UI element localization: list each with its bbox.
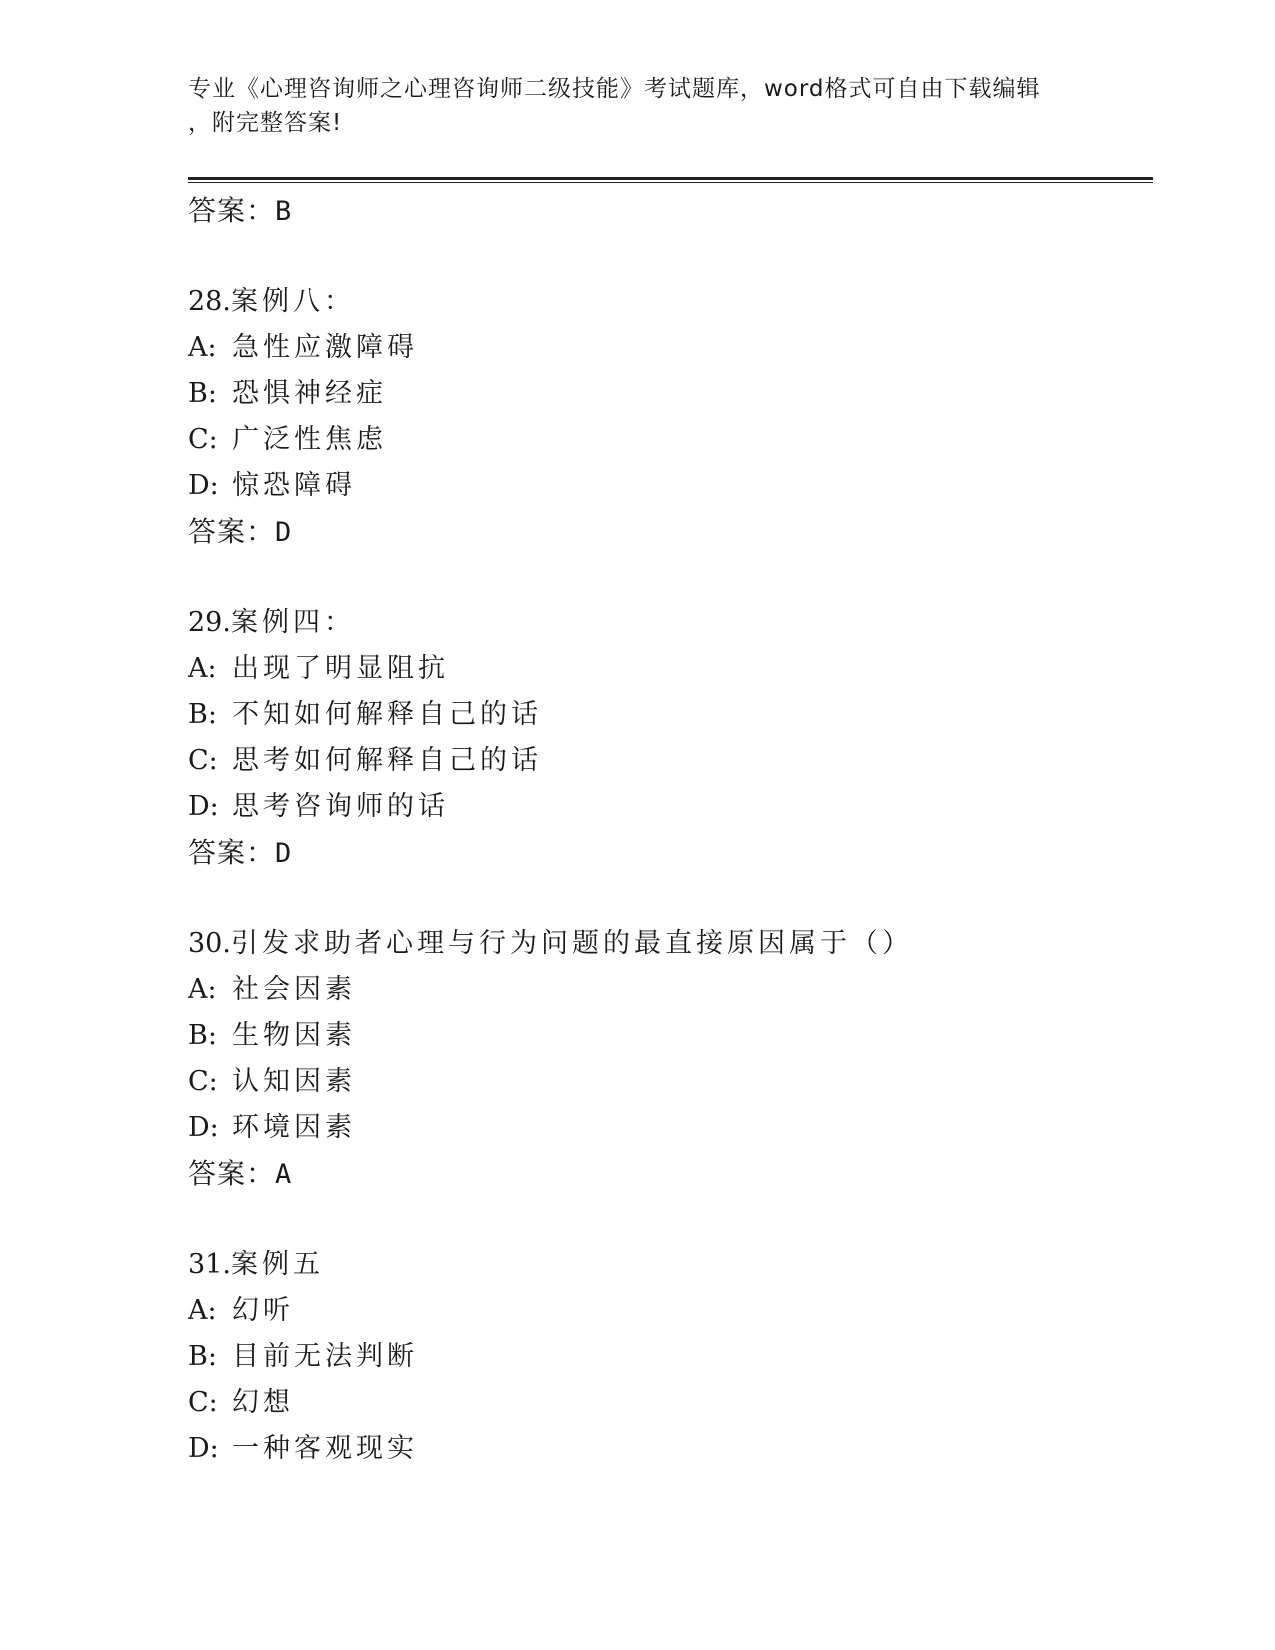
question-number: 29. [188,607,231,638]
question-text: 引发求助者心理与行为问题的最直接原因属于（） [230,928,913,959]
option-letter: B: [188,1020,217,1051]
document-header [188,72,1088,140]
answer-value: D [275,517,293,548]
answer-value: B [275,196,293,227]
option-d [188,1426,1148,1472]
question-stem [188,279,1148,325]
question-stem [188,1242,1148,1288]
answer-label: 答案： [188,1157,276,1190]
question-text: 案例八： [230,286,355,317]
option-b [188,371,1148,417]
option-c [188,738,1148,784]
option-letter: A: [188,332,217,363]
question-number: 31. [188,1249,231,1280]
question-item [188,600,1148,876]
option-c [188,417,1148,463]
option-d [188,1105,1148,1151]
option-c [188,1380,1148,1426]
option-text: 广泛性焦虑 [232,424,387,455]
option-a [188,325,1148,371]
option-a [188,1288,1148,1334]
question-item [188,279,1148,555]
option-text: 生物因素 [232,1020,356,1051]
option-text: 出现了明显阻抗 [232,653,449,684]
option-d [188,784,1148,830]
option-text: 社会因素 [232,974,356,1005]
option-letter: B: [188,1341,217,1372]
option-letter: A: [188,1295,217,1326]
question-number: 28. [188,286,231,317]
option-text: 一种客观现实 [232,1433,418,1464]
option-text: 恐惧神经症 [232,378,387,409]
question-item [188,1242,1148,1472]
option-b [188,1334,1148,1380]
option-b [188,1013,1148,1059]
option-text: 不知如何解释自己的话 [232,699,542,730]
option-letter: B: [188,378,217,409]
option-letter: A: [188,974,217,1005]
header-line-2: ，附完整答案! [188,110,343,136]
answer-line [188,188,1148,234]
option-text: 思考咨询师的话 [232,791,449,822]
option-letter: C: [188,745,218,776]
option-letter: D: [188,1112,219,1143]
option-letter: C: [188,1387,218,1418]
answer-label: 答案： [188,836,276,869]
option-letter: D: [188,470,219,501]
question-text: 案例五 [230,1249,324,1280]
question-stem [188,921,1148,967]
header-divider [188,177,1153,180]
option-letter: D: [188,791,219,822]
answer-line [188,830,1148,876]
question-number: 30. [188,928,231,959]
option-text: 幻想 [232,1387,294,1418]
question-list [188,188,1148,1472]
option-letter: C: [188,424,218,455]
option-a [188,646,1148,692]
option-letter: D: [188,1433,219,1464]
option-a [188,967,1148,1013]
option-text: 认知因素 [232,1066,356,1097]
option-text: 目前无法判断 [232,1341,418,1372]
question-item [188,921,1148,1197]
option-d [188,463,1148,509]
option-text: 环境因素 [232,1112,356,1143]
option-text: 幻听 [232,1295,294,1326]
question-text: 案例四： [230,607,355,638]
answer-line [188,1151,1148,1197]
answer-line [188,509,1148,555]
option-text: 急性应激障碍 [232,332,418,363]
header-line-1: 专业《心理咨询师之心理咨询师二级技能》考试题库，word格式可自由下载编辑 [188,76,1041,102]
question-stem [188,600,1148,646]
option-text: 惊恐障碍 [232,470,356,501]
option-text: 思考如何解释自己的话 [232,745,542,776]
answer-label: 答案： [188,194,276,227]
option-letter: A: [188,653,217,684]
option-letter: B: [188,699,217,730]
option-b [188,692,1148,738]
answer-value: A [275,1159,293,1190]
option-letter: C: [188,1066,218,1097]
option-c [188,1059,1148,1105]
answer-label: 答案： [188,515,276,548]
answer-value: D [275,838,293,869]
